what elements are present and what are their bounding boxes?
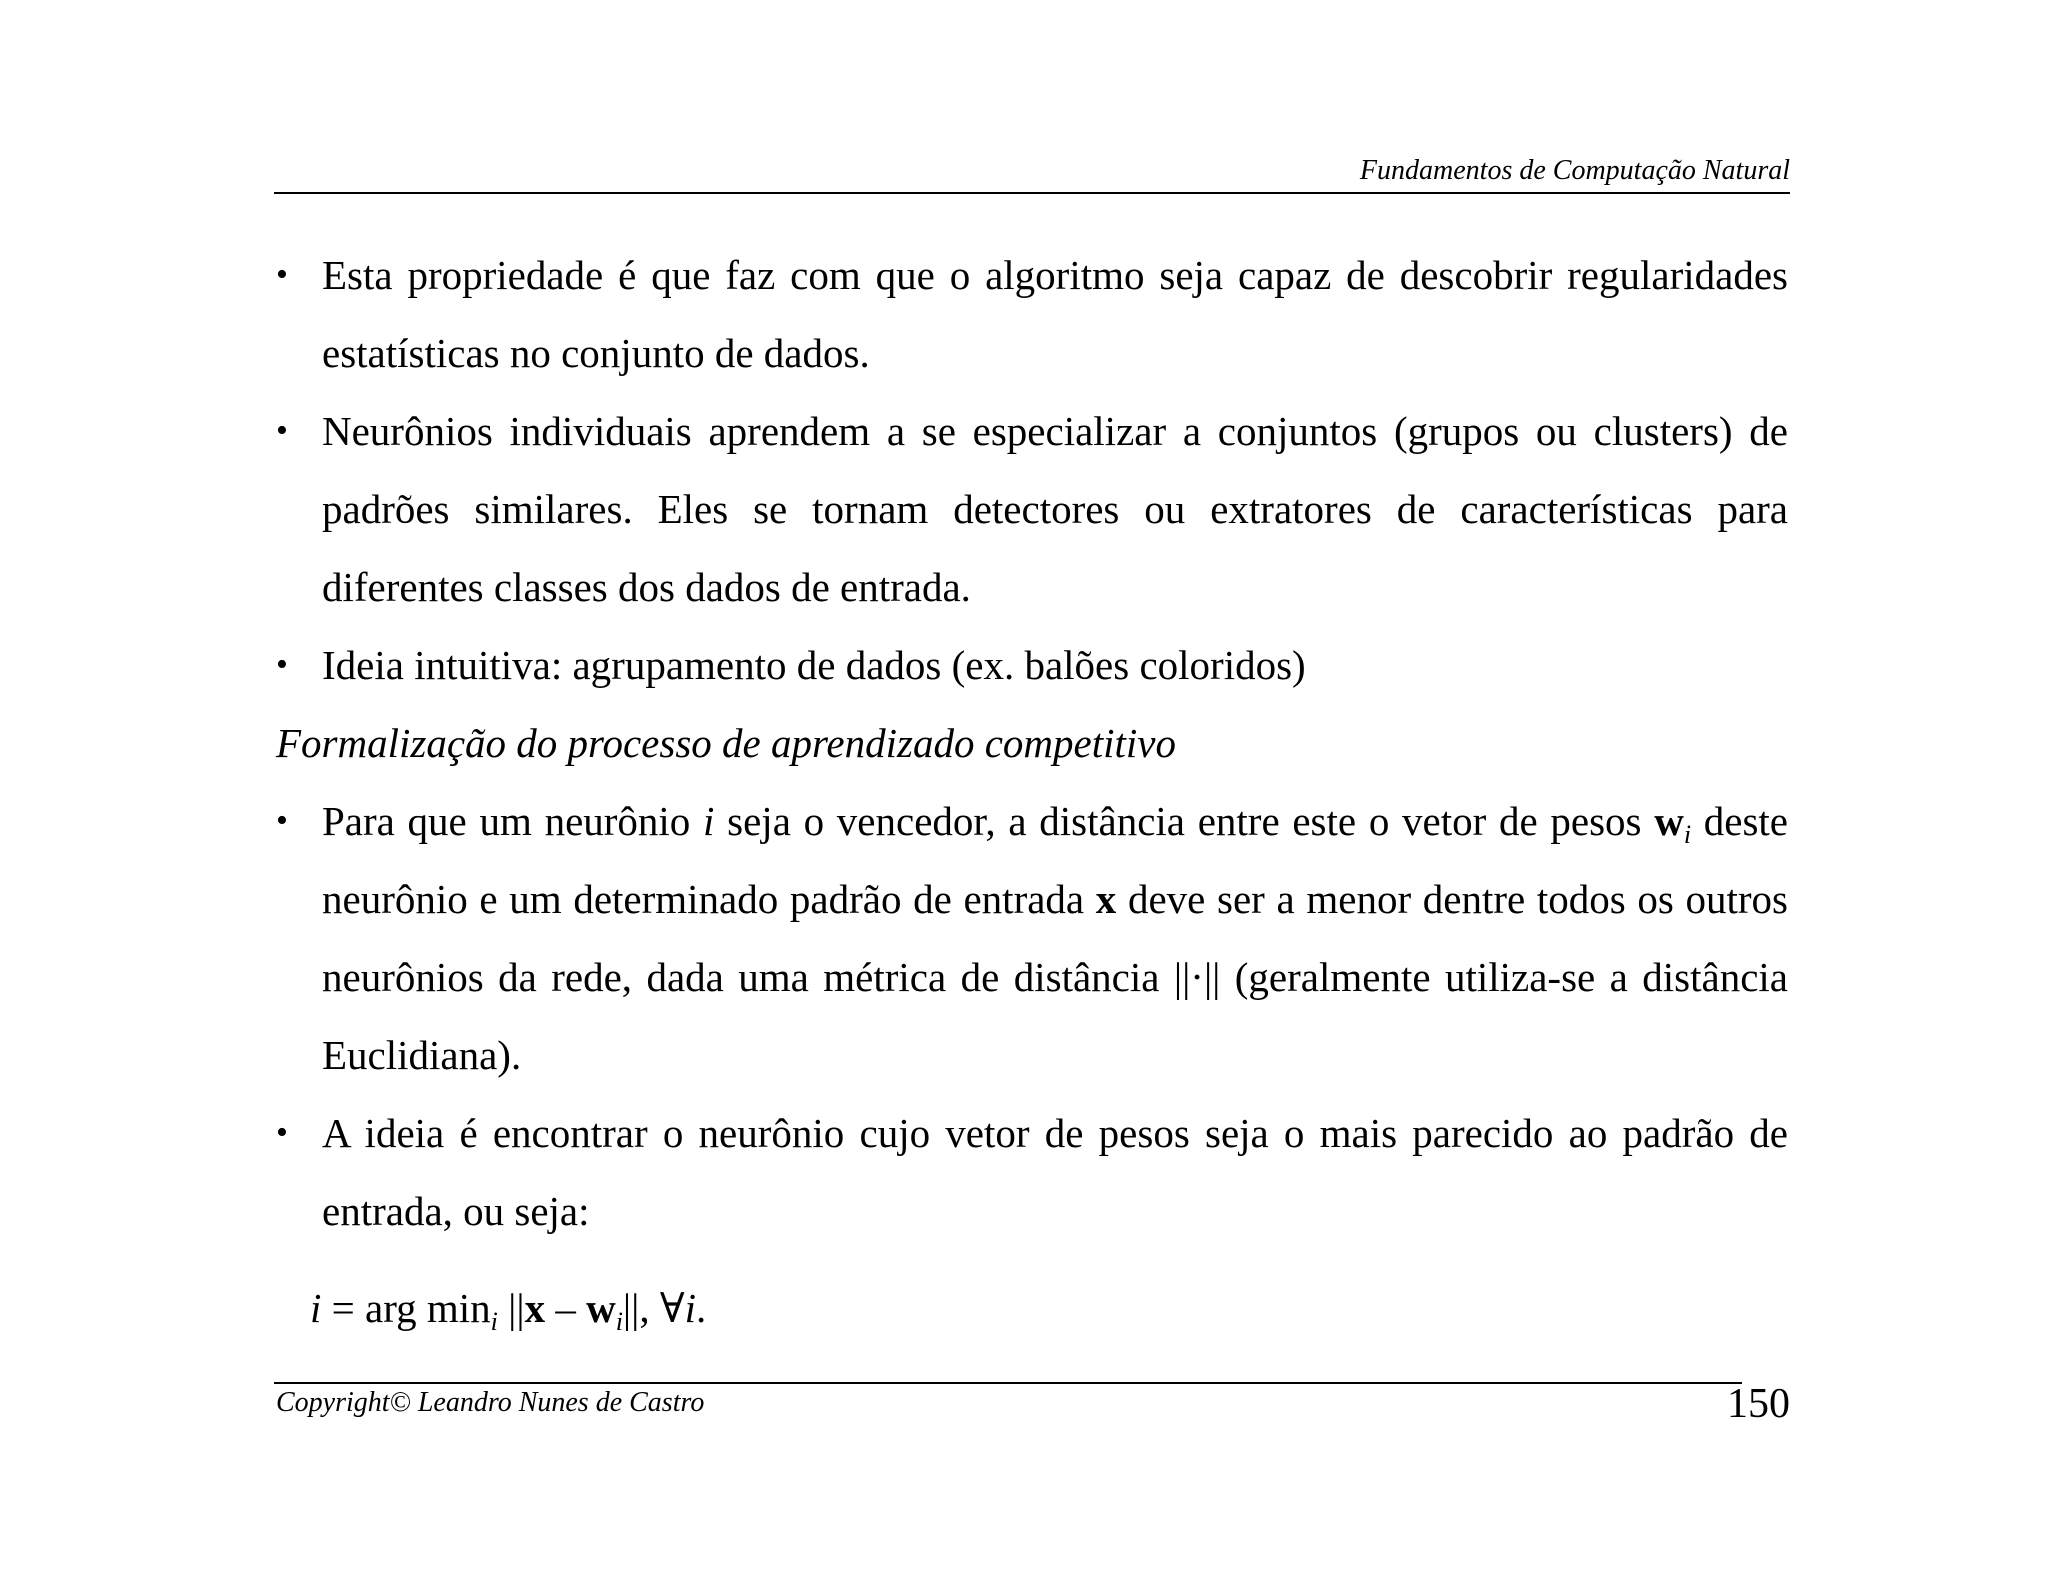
bullet-text: Ideia intuitiva: agrupamento de dados (ex. balões coloridos) [322,642,1306,688]
bullet-text: Neurônios individuais aprendem a se especializar a conjuntos (grupos ou clusters) de padrões similares. Eles se tornam detectores ou extratores de características para diferentes classes dos dados de entrada. [322,408,1788,610]
math-variable: i [310,1285,322,1331]
text-run: seja o vencedor, a distância entre este o vetor de pesos [714,798,1655,844]
math-operator: – [545,1285,587,1331]
bullet-item [276,392,1788,626]
bullet-text [322,782,1788,1094]
bullet-text: A ideia é encontrar o neurônio cujo vetor de pesos seja o mais parecido ao padrão de entrada, ou seja: [322,1110,1788,1234]
bullet-item [276,626,1788,704]
math-vector: x [524,1285,546,1331]
argmin-formula [310,1278,706,1338]
bullet-icon: • [276,802,288,839]
bullet-icon: • [276,646,288,683]
footer-rule [274,1382,1742,1384]
math-vector: w [1654,798,1684,844]
math-operator: = arg min [321,1285,491,1331]
page-body [276,236,1788,1250]
bullet-icon: • [276,412,288,449]
page-number: 150 [1727,1381,1790,1427]
text-run: deve ser a menor dentre todos os outros neurônios da rede, dada uma métrica de distância ||·|| (geralmente utiliza-se a distância Euclidiana). [322,876,1788,1078]
running-header-title: Fundamentos de Computação Natural [1359,155,1790,186]
bullet-item [276,236,1788,392]
bullet-text: Esta propriedade é que faz com que o algoritmo seja capaz de descobrir regularidades estatísticas no conjunto de dados. [322,252,1788,376]
bullet-icon: • [276,256,288,293]
math-subscript: i [615,1307,623,1336]
math-variable: i [684,1285,696,1331]
math-operator: . [696,1285,707,1331]
math-variable: i [703,798,715,844]
math-operator: ||, ∀ [622,1285,685,1331]
bullet-item [276,1094,1788,1250]
bullet-icon: • [276,1114,288,1151]
math-vector: x [1095,876,1117,922]
header-rule [274,192,1790,194]
math-subscript: i [1683,820,1692,849]
bullet-item [276,782,1788,1094]
text-run: Para que um neurônio [322,798,704,844]
text-run: deste neurônio e um determinado padrão de entrada [322,798,1788,922]
footer-copyright: Copyright© Leandro Nunes de Castro [276,1387,705,1418]
math-operator: || [497,1285,525,1331]
math-subscript: i [490,1307,498,1336]
math-vector: w [586,1285,616,1331]
section-heading: Formalização do processo de aprendizado competitivo [276,720,1176,766]
